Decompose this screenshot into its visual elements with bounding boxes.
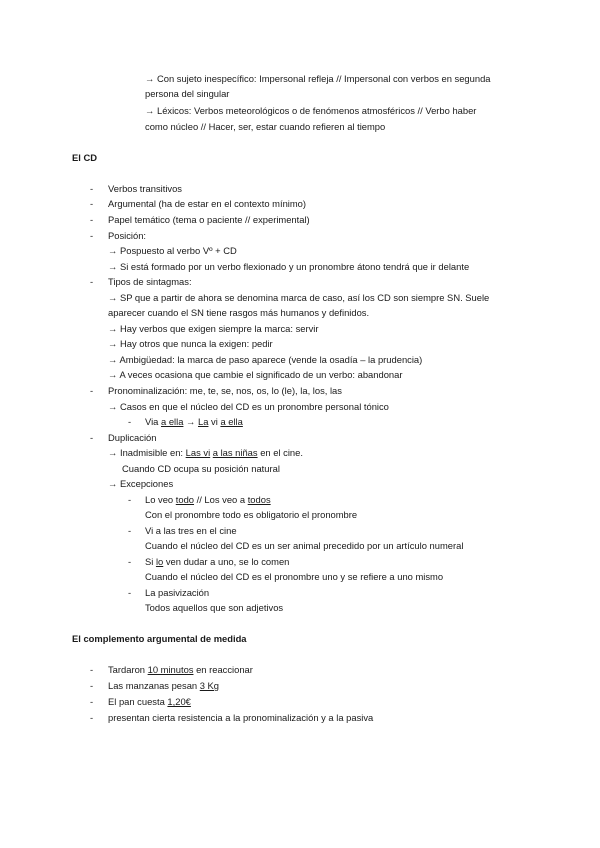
example-text: en reaccionar [193, 664, 253, 675]
sub-item [108, 447, 303, 459]
list-item: Pronominalización: me, te, se, nos, os, lo (le), la, los, las [108, 385, 342, 396]
underlined-text: a ella [220, 416, 243, 427]
list-item [108, 680, 219, 692]
list-item: Papel temático (tema o paciente // experimental) [108, 214, 310, 225]
list-item: Argumental (ha de estar en el contexto mínimo) [108, 198, 307, 209]
sub-item: aparecer cuando el SN tiene rasgos más humanos y definidos. [108, 307, 370, 318]
sub-item: → Casos en que el núcleo del CD es un pronombre personal tónico [108, 401, 389, 412]
bullet-dash: - [90, 696, 94, 707]
bullet-dash: - [90, 432, 94, 443]
example-text: vi [208, 416, 221, 427]
bullet-dash: - [90, 276, 94, 287]
example-line [145, 556, 289, 568]
example-line: La pasivización [145, 587, 210, 598]
example-line [145, 416, 243, 428]
underlined-text: 3 Kg [199, 680, 220, 691]
bullet-dash: - [90, 183, 94, 194]
bullet-dash: - [90, 198, 94, 209]
sub-item: Cuando CD ocupa su posición natural [122, 463, 280, 474]
bullet-dash: - [128, 494, 132, 505]
example-line: Vi a las tres en el cine [145, 525, 237, 536]
sub-item: → Pospuesto al verbo Vº + CD [108, 245, 237, 256]
example-text: → Inadmisible en: [108, 447, 186, 458]
example-text: El pan cuesta [108, 696, 168, 707]
example-text: Lo veo [145, 494, 176, 505]
intro-line-2: persona del singular [145, 88, 230, 99]
list-item [108, 664, 253, 676]
underlined-text: 1,20€ [167, 696, 191, 707]
example-text: Las manzanas pesan [108, 680, 200, 691]
bullet-dash: - [128, 587, 132, 598]
example-note: Cuando el núcleo del CD es el pronombre uno y se refiere a uno mismo [145, 571, 444, 582]
example-note: Con el pronombre todo es obligatorio el pronombre [145, 509, 358, 520]
bullet-dash: - [90, 680, 94, 691]
example-text: ven dudar a uno, se lo comen [163, 556, 290, 567]
underlined-text: a las niñas [212, 447, 258, 458]
example-text: → [183, 416, 199, 427]
sub-item: → SP que a partir de ahora se denomina marca de caso, así los CD son siempre SN. Suele [108, 292, 490, 303]
sub-item: → Si está formado por un verbo flexionado y un pronombre átono tendrá que ir delante [108, 261, 470, 272]
bullet-dash: - [128, 556, 132, 567]
underlined-text: La [198, 416, 209, 427]
list-item: Posición: [108, 230, 147, 241]
intro-line-4: como núcleo // Hacer, ser, estar cuando refieren al tiempo [145, 121, 386, 132]
underlined-text: Las vi [185, 447, 211, 458]
underlined-text: todos [247, 494, 271, 505]
sub-item: → Ambigüedad: la marca de paso aparece (vende la osadía – la prudencia) [108, 354, 423, 365]
sub-item: → Excepciones [108, 478, 174, 489]
section-heading-cd: El CD [72, 152, 98, 163]
bullet-dash: - [90, 712, 94, 723]
list-item [108, 696, 191, 708]
example-note: Cuando el núcleo del CD es un ser animal precedido por un artículo numeral [145, 540, 464, 551]
underlined-text: 10 minutos [147, 664, 194, 675]
bullet-dash: - [90, 214, 94, 225]
section-heading-medida: El complemento argumental de medida [72, 633, 247, 644]
bullet-dash: - [90, 230, 94, 241]
underlined-text: lo [155, 556, 164, 567]
intro-line-1: → Con sujeto inespecífico: Impersonal refleja // Impersonal con verbos en segunda [145, 73, 491, 84]
bullet-dash: - [90, 385, 94, 396]
intro-line-3: → Léxicos: Verbos meteorológicos o de fenómenos atmosféricos // Verbo haber [145, 105, 477, 116]
example-line [145, 494, 271, 506]
example-text: Si [145, 556, 156, 567]
underlined-text: todo [175, 494, 195, 505]
example-note: Todos aquellos que son adjetivos [145, 602, 284, 613]
list-item: Verbos transitivos [108, 183, 182, 194]
list-item: Duplicación [108, 432, 157, 443]
example-text: Via [145, 416, 161, 427]
bullet-dash: - [90, 664, 94, 675]
list-item: presentan cierta resistencia a la pronominalización y a la pasiva [108, 712, 374, 723]
example-text: Tardaron [108, 664, 148, 675]
example-text: // Los veo a [194, 494, 248, 505]
list-item: Tipos de sintagmas: [108, 276, 192, 287]
underlined-text: a ella [161, 416, 184, 427]
bullet-dash: - [128, 525, 132, 536]
bullet-dash: - [128, 416, 132, 427]
example-text: en el cine. [257, 447, 303, 458]
sub-item: → Hay otros que nunca la exigen: pedir [108, 338, 273, 349]
sub-item: → Hay verbos que exigen siempre la marca: servir [108, 323, 319, 334]
sub-item: → A veces ocasiona que cambie el significado de un verbo: abandonar [108, 369, 403, 380]
